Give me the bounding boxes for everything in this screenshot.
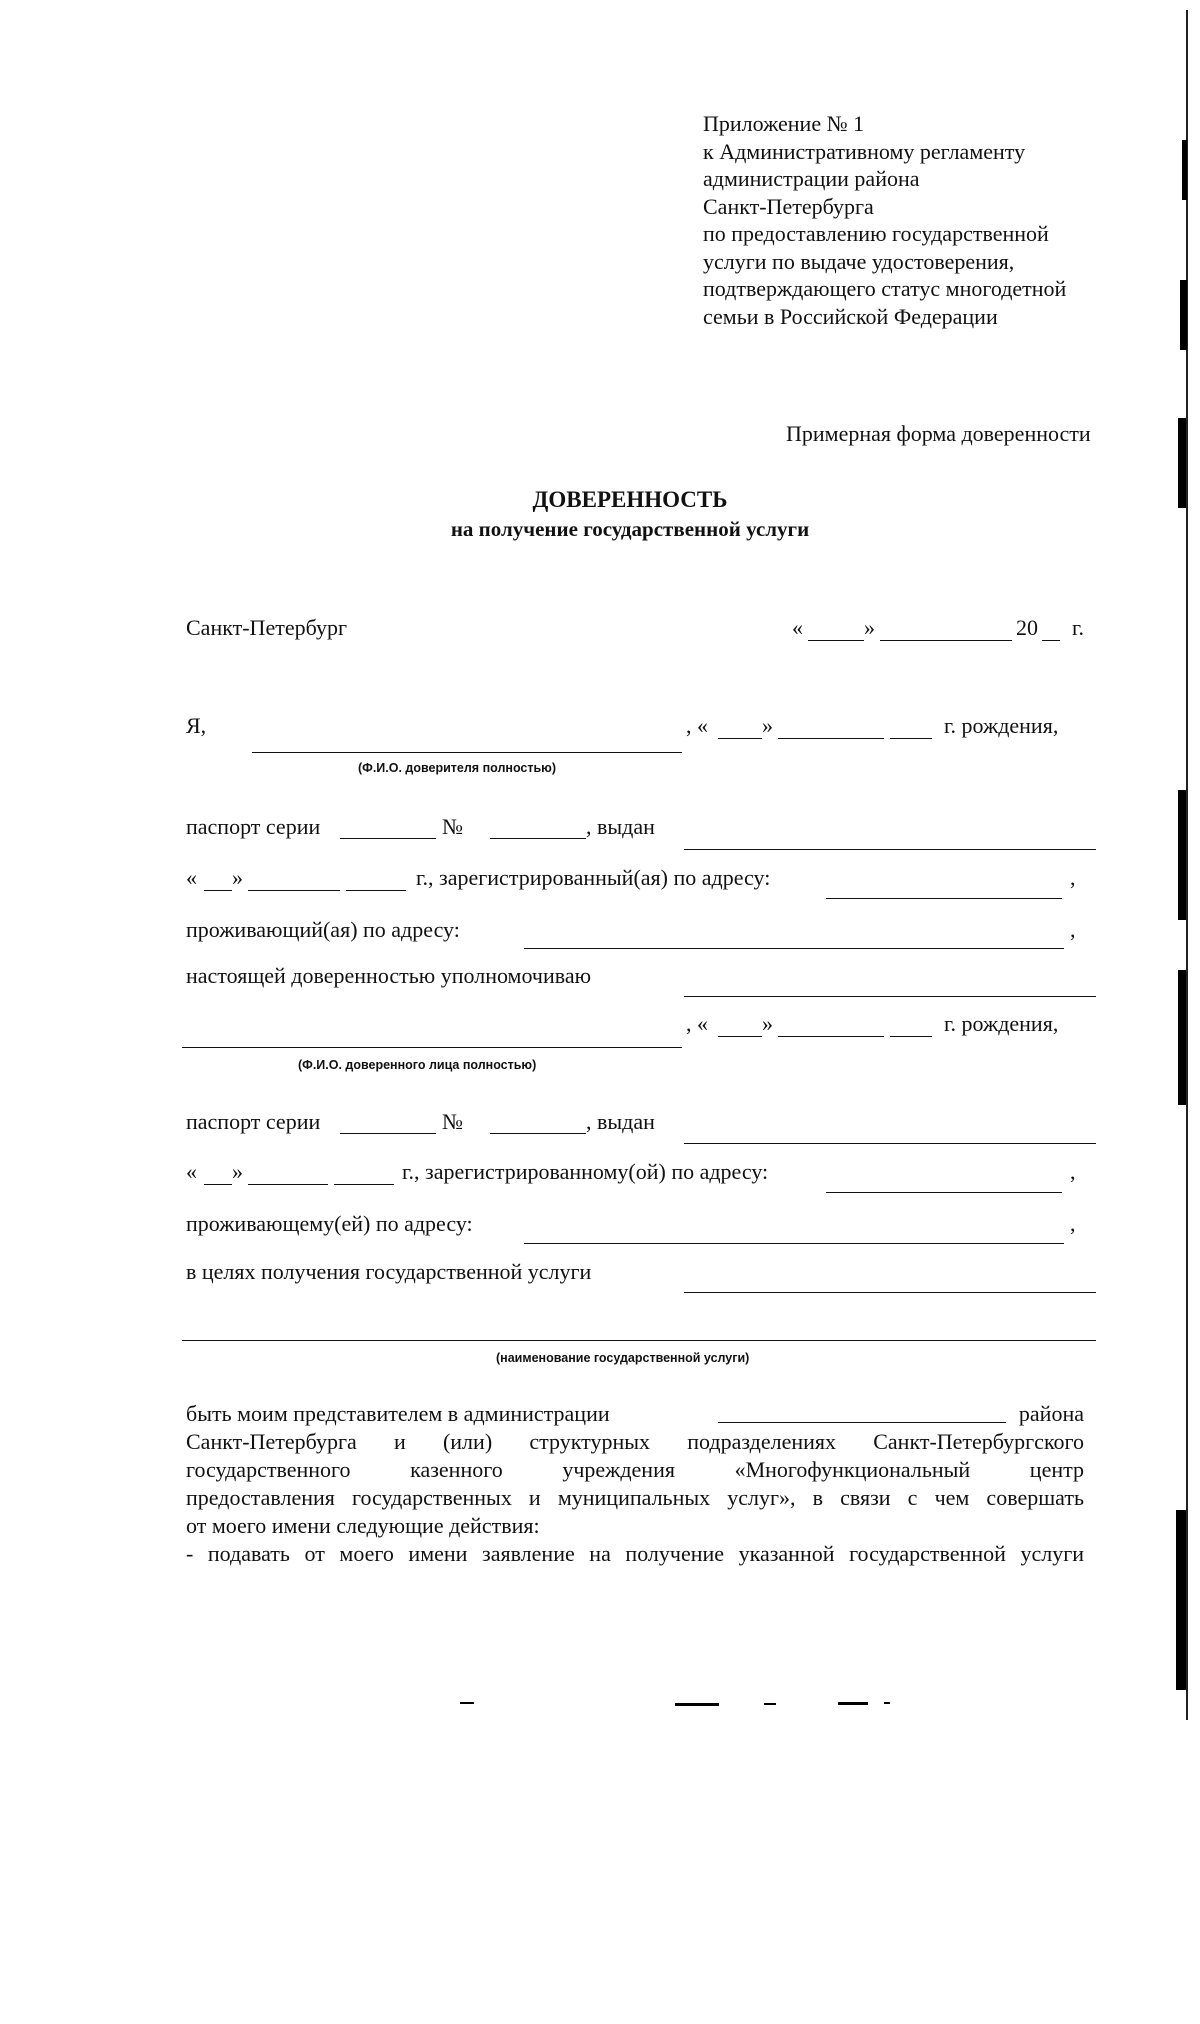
principal-living-address-blank[interactable] [524, 948, 1064, 949]
agent-registered-label: г., зарегистрированному(ой) по адресу: [402, 1159, 769, 1184]
header-line: к Административному регламенту [703, 138, 1026, 164]
agent-birth-day-blank[interactable] [718, 1036, 762, 1037]
agent-issue-month-blank[interactable] [248, 1184, 328, 1185]
agent-registered-address-blank[interactable] [826, 1192, 1062, 1193]
scan-edge-mark [1178, 790, 1186, 920]
principal-passport-number-blank[interactable] [490, 838, 586, 839]
agent-fio-blank-2[interactable] [182, 1047, 682, 1048]
agent-passport-series-blank[interactable] [340, 1133, 436, 1134]
agent-issued-by-blank[interactable] [684, 1143, 1096, 1144]
principal-issue-year-blank[interactable] [346, 890, 406, 891]
scan-mark [838, 1702, 868, 1705]
agent-issue-date-close: » [232, 1159, 243, 1184]
body-line-1-start: быть моим представителем в администрации [186, 1401, 610, 1426]
year-prefix: 20 [1016, 615, 1038, 640]
principal-passport-label: паспорт серии [186, 814, 321, 839]
service-name-blank-2[interactable] [182, 1340, 1096, 1341]
scan-edge-mark [1178, 418, 1186, 508]
city-label: Санкт-Петербург [186, 615, 347, 640]
service-name-blank-1[interactable] [684, 1292, 1096, 1293]
month-blank[interactable] [880, 640, 1012, 641]
agent-comma-1: , [1070, 1159, 1076, 1184]
agent-passport-number-blank[interactable] [490, 1133, 586, 1134]
body-line-1-end: района [1018, 1401, 1084, 1426]
body-line-3: государственного казенного учреждения «Многофункциональный центр [186, 1457, 1084, 1482]
scan-mark [460, 1702, 474, 1704]
principal-comma-2: , [1070, 917, 1076, 942]
agent-birth-month-blank[interactable] [778, 1036, 884, 1037]
principal-registered-label: г., зарегистрированный(ая) по адресу: [416, 865, 771, 890]
scan-edge-mark [1182, 140, 1187, 200]
agent-living-address-blank[interactable] [524, 1243, 1064, 1244]
agent-issue-day-blank[interactable] [204, 1184, 232, 1185]
principal-fio-blank[interactable] [252, 752, 682, 753]
agent-birth-year-blank[interactable] [890, 1036, 932, 1037]
service-name-hint: (наименование государственной услуги) [496, 1351, 750, 1365]
year-blank[interactable] [1042, 640, 1060, 641]
agent-birth-open: , « [686, 1011, 708, 1036]
principal-living-label: проживающий(ая) по адресу: [186, 917, 460, 942]
principal-birth-day-blank[interactable] [718, 738, 762, 739]
agent-birth-label: г. рождения, [944, 1011, 1059, 1036]
header-line: семьи в Российской Федерации [703, 303, 998, 329]
header-line: Приложение № 1 [703, 111, 865, 136]
principal-registered-address-blank[interactable] [826, 898, 1062, 899]
scan-edge-line [1186, 10, 1188, 1720]
date-close-quote: » [864, 615, 875, 640]
principal-issue-date-close: » [232, 865, 243, 890]
document-subtitle: на получение государственной услуги [450, 517, 810, 541]
i-label: Я, [186, 713, 207, 738]
header-line: администрации района [703, 166, 920, 191]
principal-birth-label: г. рождения, [944, 713, 1059, 738]
principal-birth-year-blank[interactable] [890, 738, 932, 739]
principal-number-sign: № [442, 814, 463, 839]
appendix-header [703, 110, 1123, 330]
header-line: Санкт-Петербурга [703, 193, 874, 219]
body-line-2: Санкт-Петербурга и (или) структурных подразделениях Санкт-Петербургского [186, 1429, 1084, 1454]
body-line-4: предоставления государственных и муниципальных услуг», в связи с чем совершать [186, 1485, 1084, 1510]
principal-issue-date-open: « [186, 865, 197, 890]
scan-mark [675, 1703, 719, 1706]
principal-birth-month-blank[interactable] [778, 738, 884, 739]
agent-fio-blank-1[interactable] [684, 996, 1096, 997]
principal-fio-hint: (Ф.И.О. доверителя полностью) [358, 761, 557, 775]
principal-issued-by-blank[interactable] [684, 849, 1096, 850]
authorize-label: настоящей доверенностью уполномочиваю [186, 963, 592, 988]
agent-birth-close: » [762, 1011, 773, 1036]
agent-living-label: проживающему(ей) по адресу: [186, 1211, 473, 1236]
principal-passport-series-blank[interactable] [340, 838, 436, 839]
header-line: подтверждающего статус многодетной [703, 276, 1067, 301]
agent-fio-hint: (Ф.И.О. доверенного лица полностью) [298, 1058, 537, 1072]
principal-comma-1: , [1070, 865, 1076, 890]
agent-issue-date-open: « [186, 1159, 197, 1184]
agent-comma-2: , [1070, 1211, 1076, 1236]
principal-issued-label: , выдан [586, 814, 655, 839]
authority-paragraph [186, 1400, 1084, 1568]
district-blank[interactable] [718, 1422, 1006, 1423]
scan-edge-mark [1180, 280, 1187, 350]
principal-birth-open: , « [686, 713, 708, 738]
year-suffix: г. [1072, 615, 1085, 640]
document-title: ДОВЕРЕННОСТЬ [532, 487, 728, 512]
agent-passport-label: паспорт серии [186, 1109, 321, 1134]
scan-edge-mark [1176, 1510, 1186, 1690]
form-type-label: Примерная форма доверенности [786, 421, 1091, 446]
agent-issued-label: , выдан [586, 1109, 655, 1134]
scan-mark [764, 1703, 776, 1705]
header-line: по предоставлению государственной [703, 221, 1049, 246]
principal-birth-close: » [762, 713, 773, 738]
header-line: услуги по выдаче удостоверения, [703, 248, 1015, 274]
purpose-label: в целях получения государственной услуги [186, 1259, 592, 1284]
agent-issue-year-blank[interactable] [334, 1184, 394, 1185]
body-line-6: - подавать от моего имени заявление на получение указанной государственной услуги [186, 1541, 1084, 1566]
scan-edge-mark [1178, 970, 1186, 1105]
principal-issue-month-blank[interactable] [248, 890, 340, 891]
day-blank[interactable] [808, 640, 864, 641]
date-open-quote: « [792, 615, 803, 640]
scan-mark [884, 1702, 890, 1704]
body-line-5: от моего имени следующие действия: [186, 1513, 540, 1538]
principal-issue-day-blank[interactable] [204, 890, 232, 891]
agent-number-sign: № [442, 1109, 463, 1134]
